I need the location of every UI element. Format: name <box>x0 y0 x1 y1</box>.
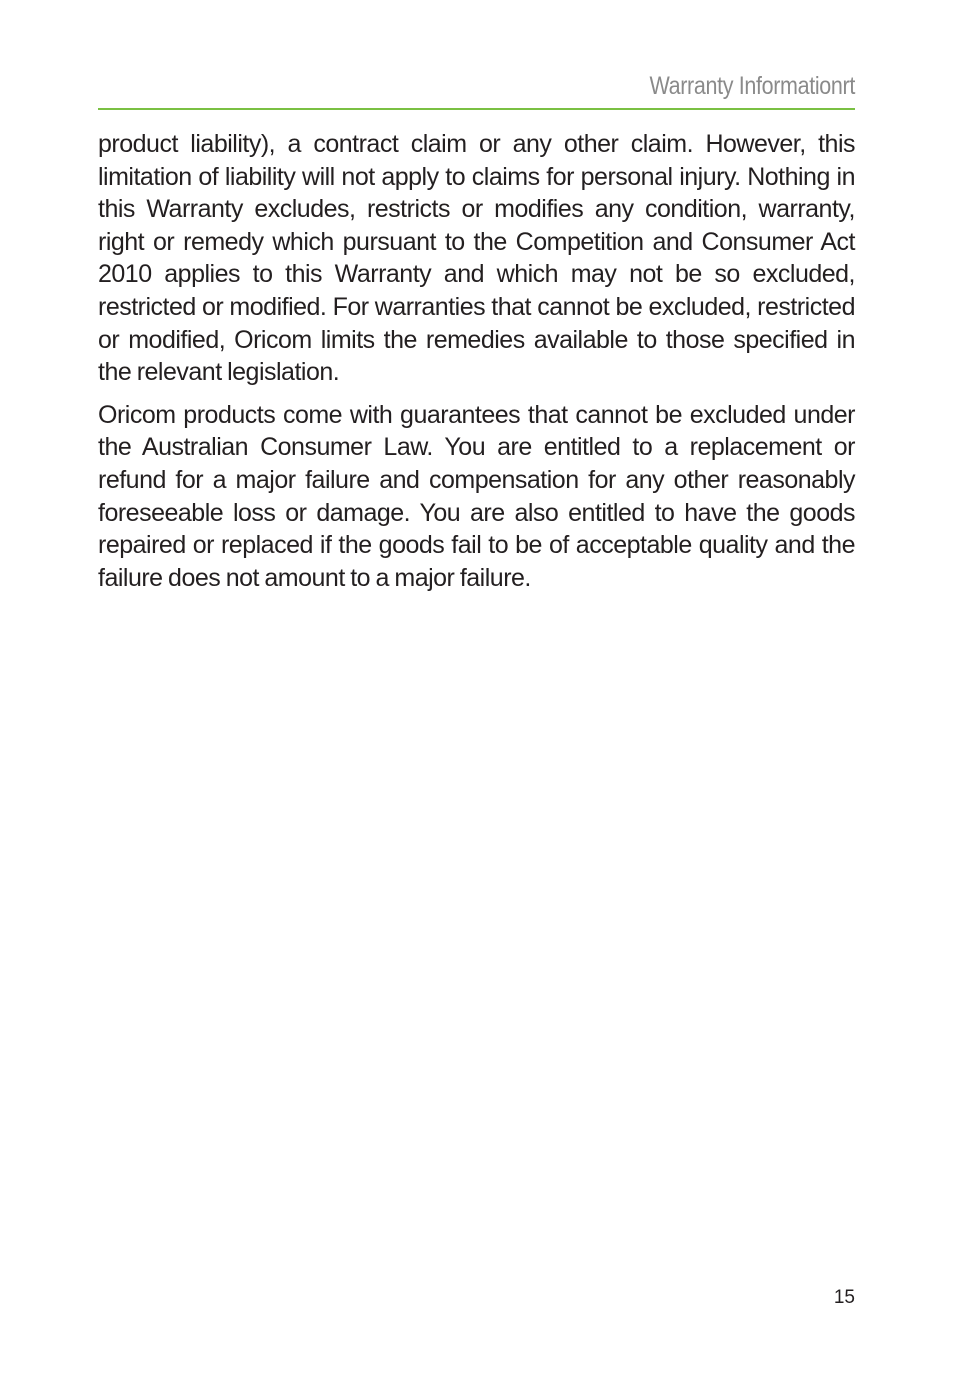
header-divider <box>98 108 855 110</box>
paragraph-consumer-law: Oricom products come with guarantees that cannot be excluded under the Australian Consumer Law. You are entitled to a replacement or refund for a major failure and compensation for any other reasonably foreseeable loss or damage. You are also entitled to have the goods repaired or replaced if the goods fail to be of acceptable quality and the failure does not amount to a major failure. <box>98 400 855 592</box>
running-header-title: Warranty Informationrt <box>649 72 855 100</box>
page-number: 15 <box>833 1287 855 1308</box>
body-text <box>98 128 855 604</box>
paragraph-liability: product liability), a contract claim or any other claim. However, this limitation of liability will not apply to claims for personal injury. Nothing in this Warranty excludes, restricts or modifies any condition, warranty, right or remedy which pursuant to the Competition and Consumer Act 2010 applies to this Warranty and which may not be so excluded, restricted or modified. For warranties that cannot be excluded, restricted or modified, Oricom limits the remedies available to those specified in the relevant legislation. <box>98 130 855 387</box>
